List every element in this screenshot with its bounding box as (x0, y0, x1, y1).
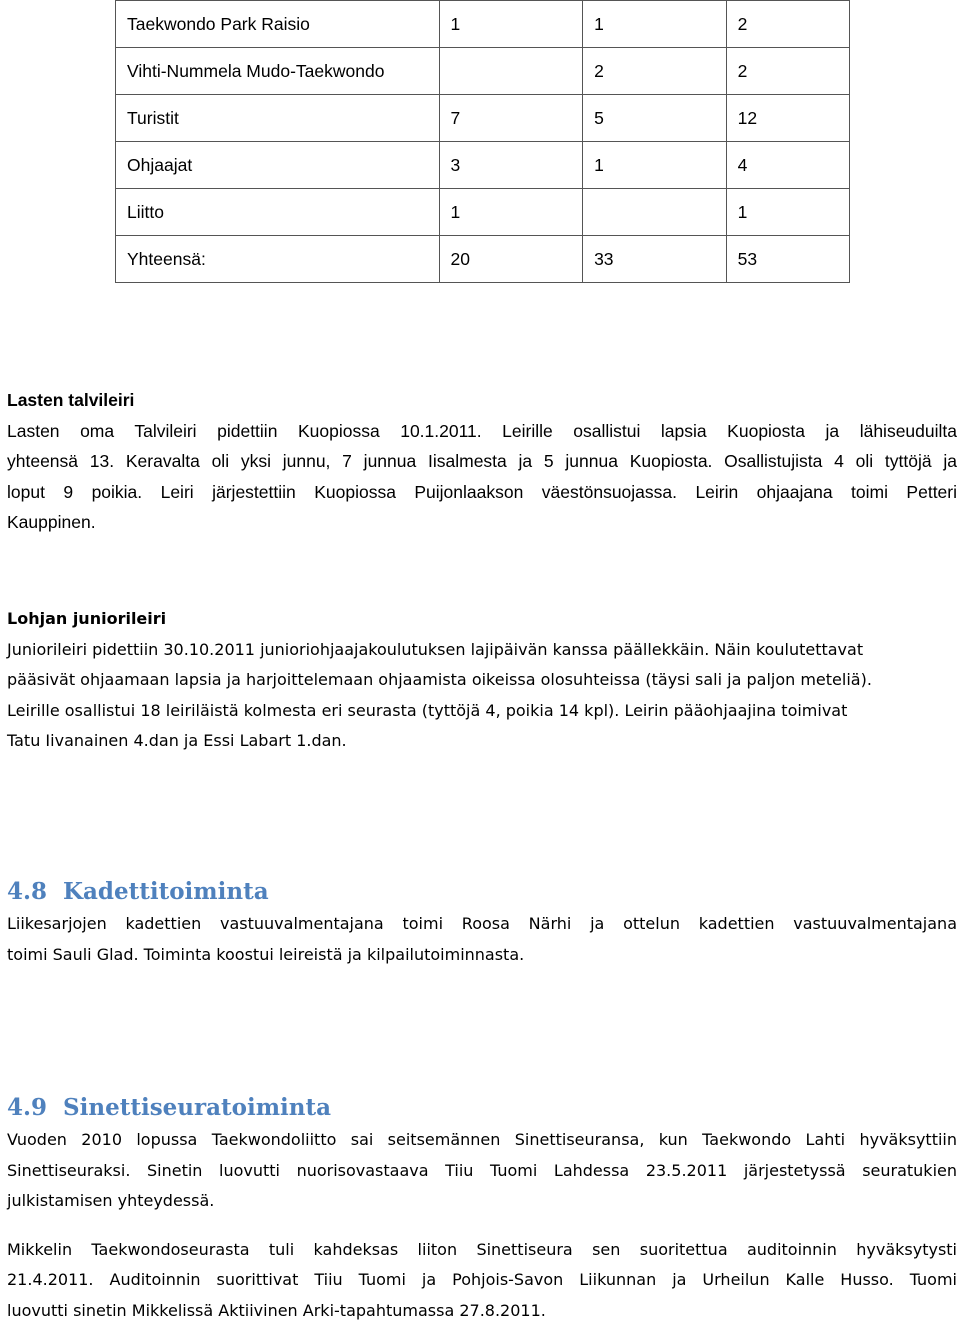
table-cell (439, 48, 583, 95)
table-cell: Turistit (116, 95, 440, 142)
paragraph-line: Kauppinen. (7, 512, 96, 533)
table-row (116, 236, 850, 283)
table-cell: 1 (439, 1, 583, 48)
section-number: 4.8 (7, 878, 48, 905)
paragraph-line: Tatu Iivanainen 4.dan ja Essi Labart 1.dan. (7, 731, 347, 751)
paragraph-line: Vuoden 2010 lopussa Taekwondoliitto sai seitsemännen Sinettiseuransa, kun Taekwondo Lahti hyväksyttiin (7, 1130, 957, 1149)
table-cell: 3 (439, 142, 583, 189)
table-row (116, 48, 850, 95)
section-heading (7, 875, 957, 909)
juniorileiri-section (7, 604, 957, 757)
kadettitoiminta-section (7, 875, 957, 970)
paragraph-line: Juniorileiri pidettiin 30.10.2011 junioriohjaajakoulutuksen lajipäivän kanssa päällekkäin. Näin koulutettavat (7, 639, 864, 659)
table-cell: 2 (583, 48, 727, 95)
paragraph-line: luovutti sinetin Mikkelissä Aktiivinen Arki-tapahtumassa 27.8.2011. (7, 1300, 546, 1320)
table-row (116, 142, 850, 189)
table-cell: Yhteensä: (116, 236, 440, 283)
table-cell: 1 (726, 189, 849, 236)
talvileiri-title: Lasten talvileiri (7, 390, 135, 410)
table-cell: 2 (726, 1, 849, 48)
paragraph-line: Leirille osallistui 18 leiriläistä kolmesta eri seurasta (tyttöjä 4, poikia 14 kpl). Leirin pääohjaajina toimivat (7, 700, 848, 720)
section-heading (7, 1091, 957, 1125)
table-cell: Liitto (116, 189, 440, 236)
table-cell: 53 (726, 236, 849, 283)
table-row (116, 189, 850, 236)
paragraph-line: toimi Sauli Glad. Toiminta koostui leireistä ja kilpailutoiminnasta. (7, 944, 525, 964)
paragraph-line: Lasten oma Talvileiri pidettiin Kuopiossa 10.1.2011. Leirille osallistui lapsia Kuopiosta ja lähiseuduilta (7, 420, 957, 441)
sinettiseura-section (7, 1091, 957, 1327)
paragraph-line: loput 9 poikia. Leiri järjestettiin Kuopiossa Puijonlaakson väestönsuojassa. Leirin ohjaajana toimi Petteri (7, 481, 957, 502)
table-cell: Ohjaajat (116, 142, 440, 189)
table-row (116, 1, 850, 48)
table-cell: 20 (439, 236, 583, 283)
participants-table (115, 0, 850, 283)
paragraph-line: 21.4.2011. Auditoinnin suorittivat Tiiu Tuomi ja Pohjois-Savon Liikunnan ja Urheilun Kalle Husso. Tuomi (7, 1270, 957, 1290)
table-cell: 33 (583, 236, 727, 283)
paragraph-line: yhteensä 13. Keravalta oli yksi junnu, 7 junnua Iisalmesta ja 5 junnua Kuopiosta. Osallistujista 4 oli tyttöjä ja (7, 451, 957, 472)
juniorileiri-title: Lohjan juniorileiri (7, 609, 167, 628)
table-cell: 1 (583, 142, 727, 189)
table-cell: 4 (726, 142, 849, 189)
section-title: Sinettiseuratoiminta (63, 1094, 332, 1121)
paragraph-line: Sinettiseuraksi. Sinetin luovutti nuorisovastaava Tiiu Tuomi Lahdessa 23.5.2011 järjestetyssä seuratukien (7, 1160, 957, 1180)
table-cell: 12 (726, 95, 849, 142)
paragraph-line: julkistamisen yhteydessä. (7, 1191, 215, 1211)
table-cell: Taekwondo Park Raisio (116, 1, 440, 48)
talvileiri-section (7, 385, 957, 538)
paragraph-line: Mikkelin Taekwondoseurasta tuli kahdeksas liiton Sinettiseura sen suoritettua auditoinnin hyväksytysti (7, 1239, 957, 1259)
table-cell: 5 (583, 95, 727, 142)
paragraph-line: pääsivät ohjaamaan lapsia ja harjoittelemaan ohjaamista oikeissa olosuhteissa (täysi sali ja paljon meteliä). (7, 670, 872, 690)
table-cell: 1 (439, 189, 583, 236)
paragraph-line: Liikesarjojen kadettien vastuuvalmentajana toimi Roosa Närhi ja ottelun kadettien vastuuvalmentajana (7, 914, 957, 933)
table-row (116, 95, 850, 142)
table-cell: 1 (583, 1, 727, 48)
table-cell: 7 (439, 95, 583, 142)
table-cell (583, 189, 727, 236)
table-cell: Vihti-Nummela Mudo-Taekwondo (116, 48, 440, 95)
table-cell: 2 (726, 48, 849, 95)
section-title: Kadettitoiminta (63, 878, 269, 905)
section-number: 4.9 (7, 1094, 48, 1121)
